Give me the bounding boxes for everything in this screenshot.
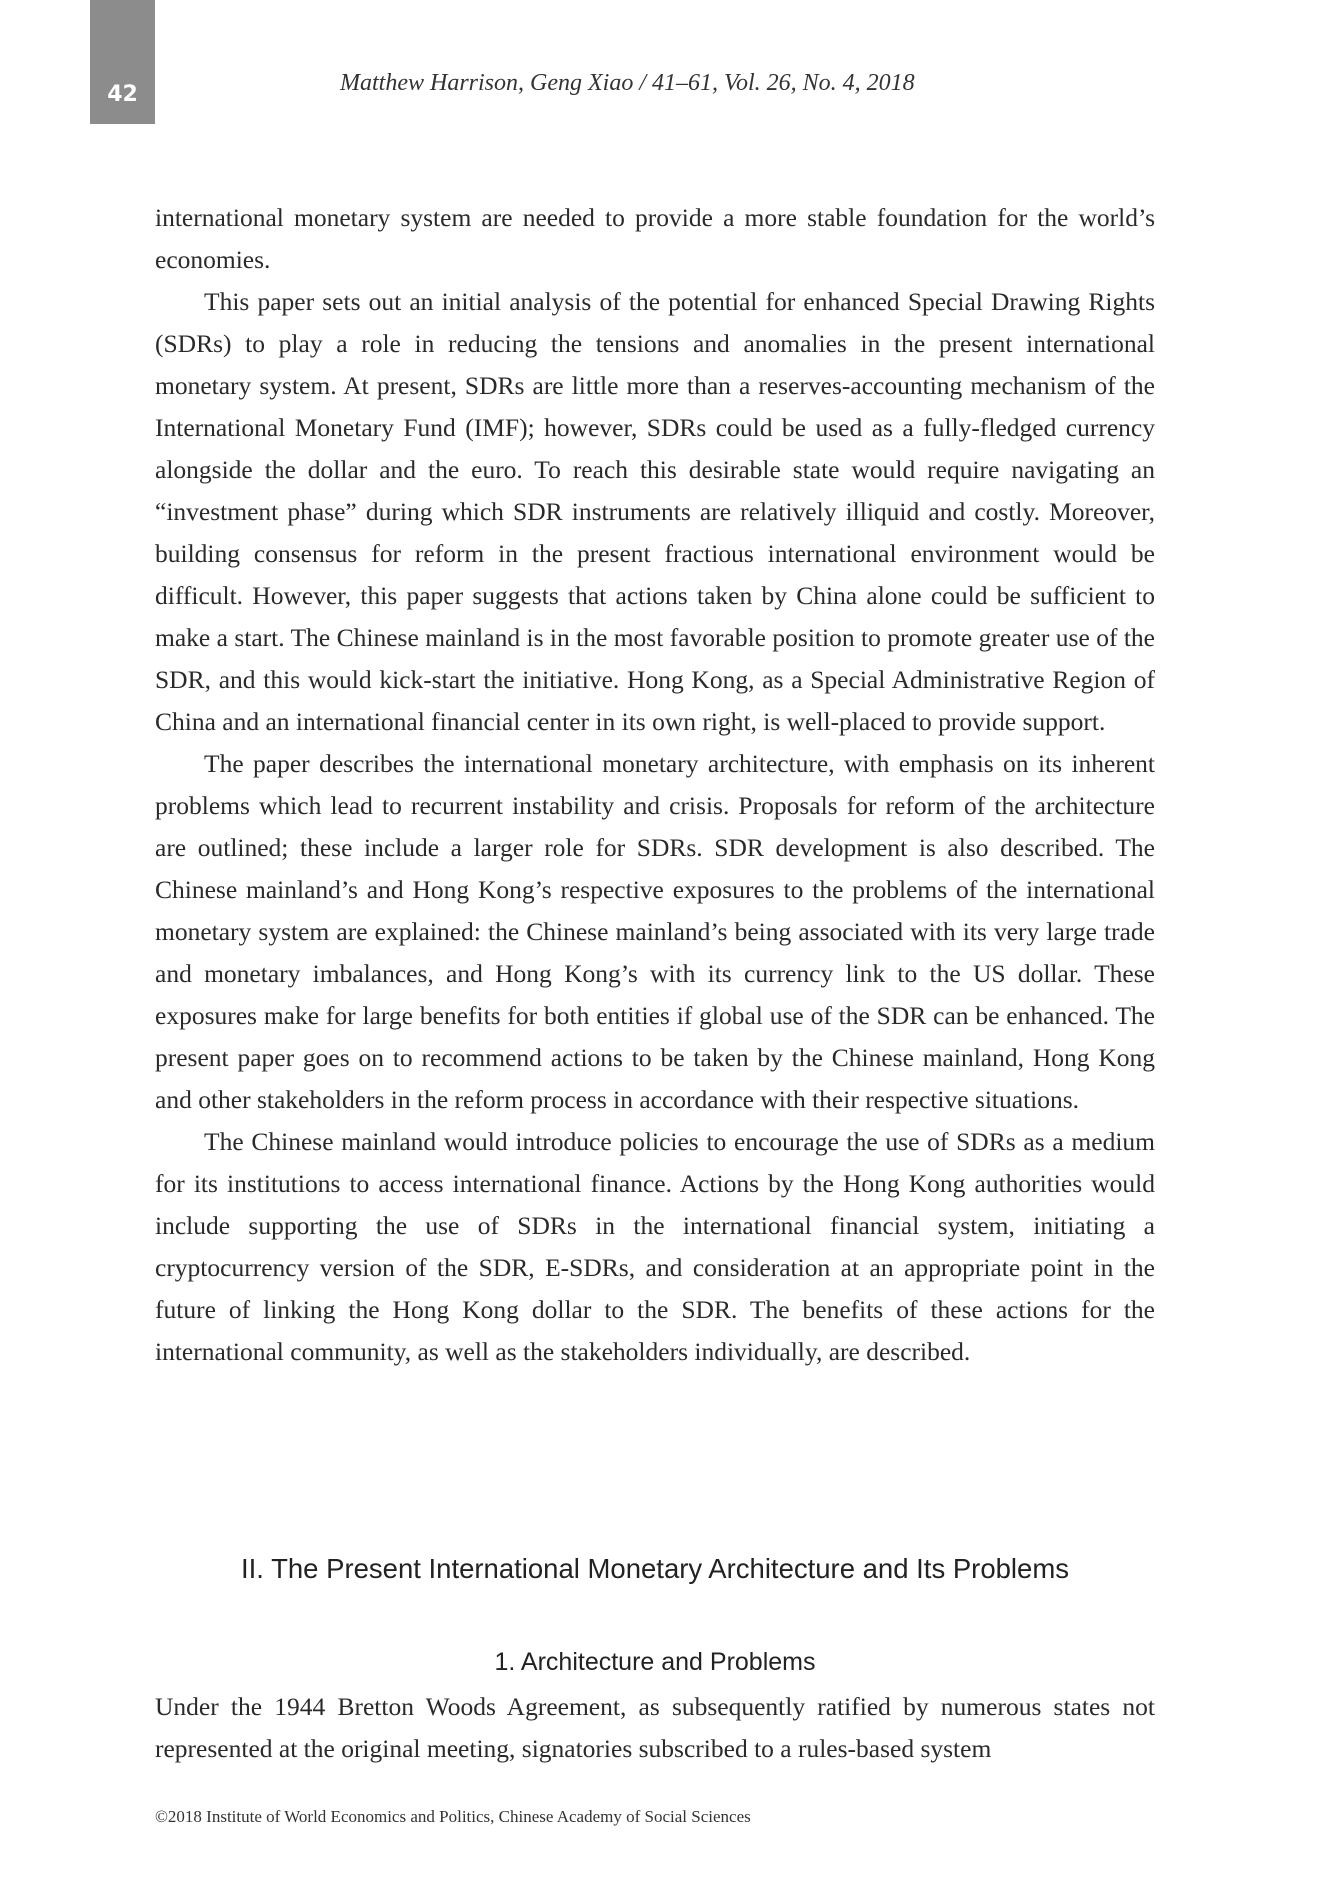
paragraph: The Chinese mainland would introduce policies to encourage the use of SDRs as a medium for its institutions to access international finance. Actions by the Hong Kong authorities would include supporting the use of SDRs in the international financial system, initiating a cryptocurrency version of the SDR, E-SDRs, and consideration at an appropriate point in the future of linking the Hong Kong dollar to the SDR. The benefits of these actions for the international community, as well as the stakeholders individually, are described. (155, 1127, 1155, 1366)
copyright-footer: ©2018 Institute of World Economics and Politics, Chinese Academy of Social Sciences (155, 1807, 751, 1826)
paragraph: Under the 1944 Bretton Woods Agreement, as subsequently ratified by numerous states not represented at the original meeting, signatories subscribed to a rules-based system (155, 1692, 1155, 1763)
paragraph: The paper describes the international monetary architecture, with emphasis on its inherent problems which lead to recurrent instability and crisis. Proposals for reform of the architecture are outlined; these include a larger role for SDRs. SDR development is also described. The Chinese mainland’s and Hong Kong’s respective exposures to the problems of the international monetary system are explained: the Chinese mainland’s being associated with its very large trade and monetary imbalances, and Hong Kong’s with its currency link to the US dollar. These exposures make for large benefits for both entities if global use of the SDR can be enhanced. The present paper goes on to recommend actions to be taken by the Chinese mainland, Hong Kong and other stakeholders in the reform process in accordance with their respective situations. (155, 749, 1155, 1114)
subsection-heading: 1. Architecture and Problems (494, 1648, 816, 1676)
section-body-text (155, 1686, 1155, 1770)
paragraph: This paper sets out an initial analysis of the potential for enhanced Special Drawing Rights (SDRs) to play a role in reducing the tensions and anomalies in the present international monetary system. At present, SDRs are little more than a reserves-accounting mechanism of the International Monetary Fund (IMF); however, SDRs could be used as a fully-fledged currency alongside the dollar and the euro. To reach this desirable state would require navigating an “investment phase” during which SDR instruments are relatively illiquid and costly. Moreover, building consensus for reform in the present fractious international environment would be difficult. However, this paper suggests that actions taken by China alone could be sufficient to make a start. The Chinese mainland is in the most favorable position to promote greater use of the SDR, and this would kick-start the initiative. Hong Kong, as a Special Administrative Region of China and an international financial center in its own right, is well-placed to provide support. (155, 287, 1155, 736)
page-number: 42 (107, 82, 138, 107)
running-header: Matthew Harrison, Geng Xiao / 41–61, Vol. 26, No. 4, 2018 (340, 70, 915, 96)
page-number-tab (90, 0, 155, 124)
section-heading: II. The Present International Monetary Architecture and Its Problems (241, 1553, 1069, 1584)
body-text (155, 197, 1155, 1373)
paragraph-continuation: international monetary system are needed to provide a more stable foundation for the world’s economies. (155, 203, 1155, 274)
